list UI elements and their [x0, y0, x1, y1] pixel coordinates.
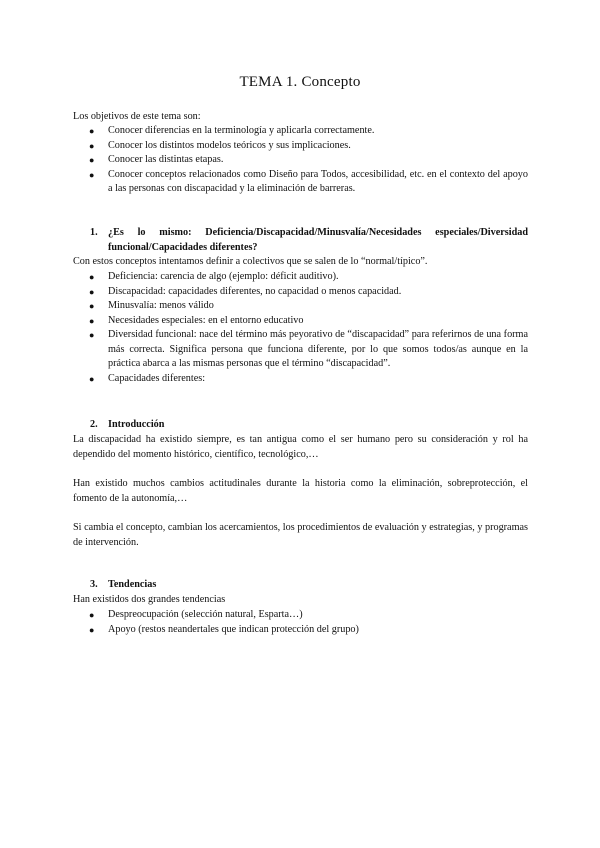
bullet-icon: ● — [89, 272, 95, 282]
section-number: 3. — [90, 579, 98, 590]
section-1-list — [0, 270, 600, 386]
bullet-icon: ● — [89, 155, 95, 165]
section-2-heading — [73, 418, 528, 433]
bullet-icon: ● — [89, 286, 95, 297]
bullet-icon: ● — [89, 126, 95, 136]
list-item: ● Capacidades diferentes: — [0, 372, 528, 387]
list-item: ● Apoyo (restos neandertales que indican protección del grupo) — [0, 623, 528, 638]
bullet-icon: ● — [89, 624, 95, 635]
list-item: ● Conocer conceptos relacionados como Diseño para Todos, accesibilidad, etc. en el contexto del apoyo a las personas con discapacidad y la eliminación de barreras. — [89, 168, 528, 194]
bullet-icon: ● — [89, 301, 95, 311]
list-item: ● Conocer las distintas etapas. — [0, 153, 528, 168]
section-title: ¿Es lo mismo: Deficiencia/Discapacidad/Minusvalía/Necesidades especiales/Diversidad funcional/Capacidades diferentes? — [108, 227, 528, 253]
bullet-icon: ● — [89, 330, 95, 340]
section-2-paragraph: La discapacidad ha existido siempre, es tan antigua como el ser humano pero su consideración y rol ha dependido del momento histórico, científico, tecnológico,… — [73, 434, 528, 460]
bullet-icon: ● — [89, 610, 95, 620]
section-1-heading — [73, 226, 528, 255]
list-item: ● Minusvalía: menos válido — [0, 299, 528, 314]
bullet-icon: ● — [89, 169, 95, 180]
bullet-icon: ● — [89, 373, 95, 384]
section-title: Tendencias — [108, 579, 157, 590]
section-2-paragraph: Han existido muchos cambios actitudinales durante la historia como la eliminación, sobreprotección, el fomento de la autonomía,… — [73, 478, 528, 504]
page-title: TEMA 1. Concepto — [239, 74, 361, 90]
list-item: ● Diversidad funcional: nace del término más peyorativo de “discapacidad” para referirnos de una forma más correcta. Significa persona que funciona diferente, por lo que somos todos/as aunque en la práctica abarca a las mismas personas que el término “discapacidad”. — [89, 329, 528, 369]
section-2-paragraph: Si cambia el concepto, cambian los acercamientos, los procedimientos de evaluación y estrategias, y programas de intervención. — [73, 522, 528, 548]
section-number: 1. — [90, 227, 98, 238]
list-item: ● Conocer los distintos modelos teóricos y sus implicaciones. — [0, 139, 528, 154]
section-number: 2. — [90, 419, 98, 430]
objectives-list — [0, 124, 600, 197]
objectives-lead: Los objetivos de este tema son: — [73, 111, 201, 122]
section-3-lead: Han existidos dos grandes tendencias — [73, 594, 226, 605]
bullet-icon: ● — [89, 315, 95, 326]
list-item: ● Deficiencia: carencia de algo (ejemplo: déficit auditivo). — [0, 270, 528, 285]
list-item: ● Conocer diferencias en la terminología y aplicarla correctamente. — [0, 124, 528, 139]
bullet-icon: ● — [89, 140, 95, 151]
section-1-lead: Con estos conceptos intentamos definir a colectivos que se salen de lo “normal/típico”. — [73, 256, 428, 267]
section-3-list — [0, 608, 600, 637]
list-item: ● Necesidades especiales: en el entorno educativo — [0, 314, 528, 329]
list-item: ● Despreocupación (selección natural, Esparta…) — [0, 608, 528, 623]
section-title: Introducción — [108, 419, 165, 430]
section-3-heading — [73, 578, 528, 593]
list-item: ● Discapacidad: capacidades diferentes, no capacidad o menos capacidad. — [0, 285, 528, 300]
